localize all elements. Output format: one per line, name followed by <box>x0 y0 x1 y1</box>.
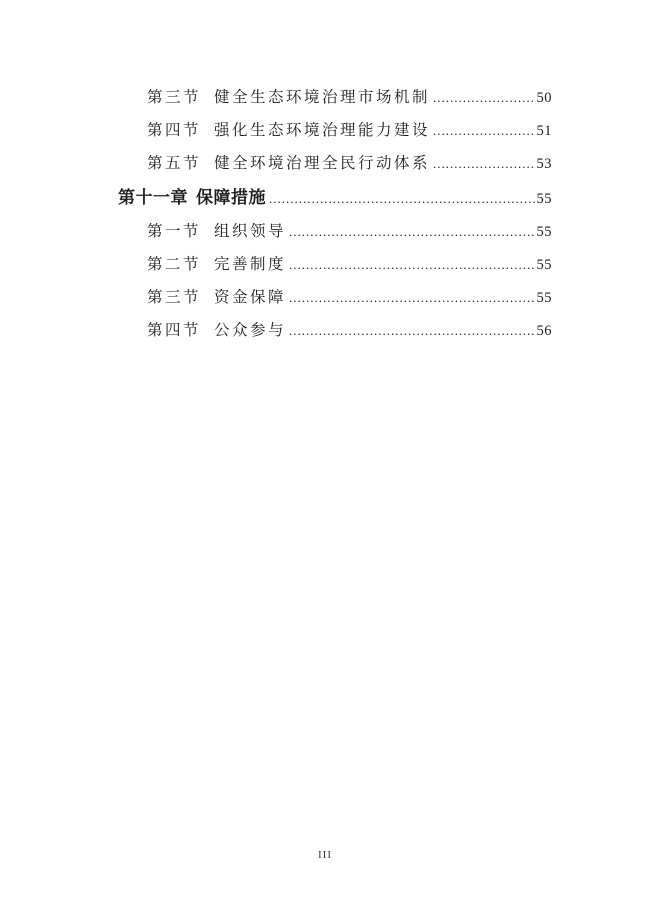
dot-leader <box>289 288 535 308</box>
toc-entry <box>118 255 552 275</box>
toc-entry <box>118 154 552 174</box>
toc-entry-page: 55 <box>536 257 552 273</box>
toc-entry-title: 完善制度 <box>214 256 287 273</box>
toc-entry-number: 第三节 <box>147 89 202 106</box>
toc-entry <box>118 321 552 341</box>
toc-entry-title: 保障措施 <box>196 188 266 207</box>
toc-entry-number: 第四节 <box>147 122 202 139</box>
toc-entry <box>118 121 552 141</box>
toc-entry-number: 第三节 <box>147 289 202 306</box>
toc-entry-number: 第一节 <box>147 223 202 240</box>
dot-leader <box>433 88 535 108</box>
toc-entry-page: 56 <box>536 323 552 339</box>
page-footer <box>0 848 650 862</box>
toc-entry-title: 强化生态环境治理能力建设 <box>214 122 431 139</box>
dot-leader <box>289 222 535 242</box>
dot-leader <box>289 255 535 275</box>
toc-entry-title: 健全环境治理全民行动体系 <box>214 155 431 172</box>
toc-entry-title: 资金保障 <box>214 289 287 306</box>
toc-list <box>118 88 552 354</box>
dot-leader <box>433 121 535 141</box>
toc-entry-number: 第十一章 <box>118 188 188 207</box>
toc-entry-page: 55 <box>536 224 552 240</box>
toc-entry-page: 55 <box>536 290 552 306</box>
toc-entry-title: 组织领导 <box>214 223 287 240</box>
toc-entry-page: 55 <box>536 191 552 207</box>
toc-entry-title: 公众参与 <box>214 322 287 339</box>
page-number: III <box>318 849 332 861</box>
toc-entry-page: 51 <box>536 123 552 139</box>
dot-leader <box>289 321 535 341</box>
toc-entry <box>118 288 552 308</box>
toc-entry-number: 第五节 <box>147 155 202 172</box>
toc-entry-chapter <box>118 187 552 210</box>
toc-entry-page: 50 <box>536 90 552 106</box>
toc-entry <box>118 88 552 108</box>
toc-entry <box>118 222 552 242</box>
toc-entry-number: 第二节 <box>147 256 202 273</box>
toc-entry-number: 第四节 <box>147 322 202 339</box>
dot-leader <box>433 154 535 174</box>
toc-entry-page: 53 <box>536 156 552 172</box>
toc-entry-title: 健全生态环境治理市场机制 <box>214 89 431 106</box>
dot-leader <box>269 188 536 210</box>
